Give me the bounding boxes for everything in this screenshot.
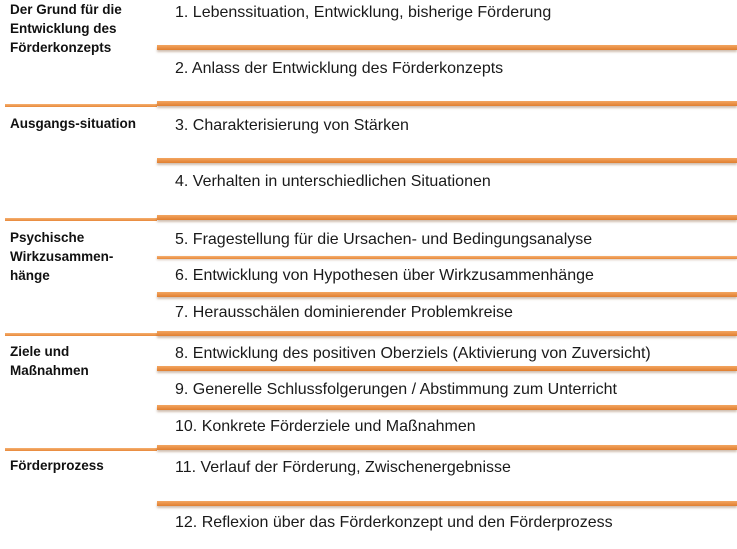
section-divider-left [5,104,157,107]
list-item-7: 7. Herausschälen dominierender Problemkreise [175,304,513,321]
item-divider [157,501,737,506]
item-divider [157,405,737,410]
item-divider [157,45,737,50]
list-item-3: 3. Charakterisierung von Stärken [175,117,409,134]
list-item-9: 9. Generelle Schlussfolgerungen / Abstimmung zum Unterricht [175,381,617,398]
item-divider [157,292,737,297]
list-item-12: 12. Reflexion über das Förderkonzept und den Förderprozess [175,514,613,531]
category-foerderprozess: Förderprozess [10,458,104,473]
list-item-10: 10. Konkrete Förderziele und Maßnahmen [175,418,476,435]
list-item-11: 11. Verlauf der Förderung, Zwischenergebnisse [175,459,511,476]
category-grund: Der Grund für die Entwicklung des Förderkonzepts [10,2,122,55]
section-divider-right [157,331,737,336]
list-item-1: 1. Lebenssituation, Entwicklung, bisherige Förderung [175,4,552,21]
list-item-4: 4. Verhalten in unterschiedlichen Situationen [175,173,491,190]
section-divider-left [5,218,157,221]
category-ausgangssituation: Ausgangs-situation [10,116,137,131]
section-divider-right [157,445,737,450]
section-divider-right [157,101,737,106]
category-ziele-massnahmen: Ziele und Maßnahmen [10,344,89,378]
category-psychische-wirkzusammenhaenge: Psychische Wirkzusammen-hänge [10,230,114,283]
list-item-2: 2. Anlass der Entwicklung des Förderkonzepts [175,60,504,77]
list-item-6: 6. Entwicklung von Hypothesen über Wirkzusammenhänge [175,267,594,284]
section-divider-right [157,215,737,220]
section-divider-left [5,333,157,336]
section-divider-left [5,448,157,451]
item-divider [157,158,737,163]
list-item-8: 8. Entwicklung des positiven Oberziels (Aktivierung von Zuversicht) [175,345,651,362]
section-divider [157,256,737,259]
list-item-5: 5. Fragestellung für die Ursachen- und Bedingungsanalyse [175,231,593,248]
item-divider [157,366,737,371]
